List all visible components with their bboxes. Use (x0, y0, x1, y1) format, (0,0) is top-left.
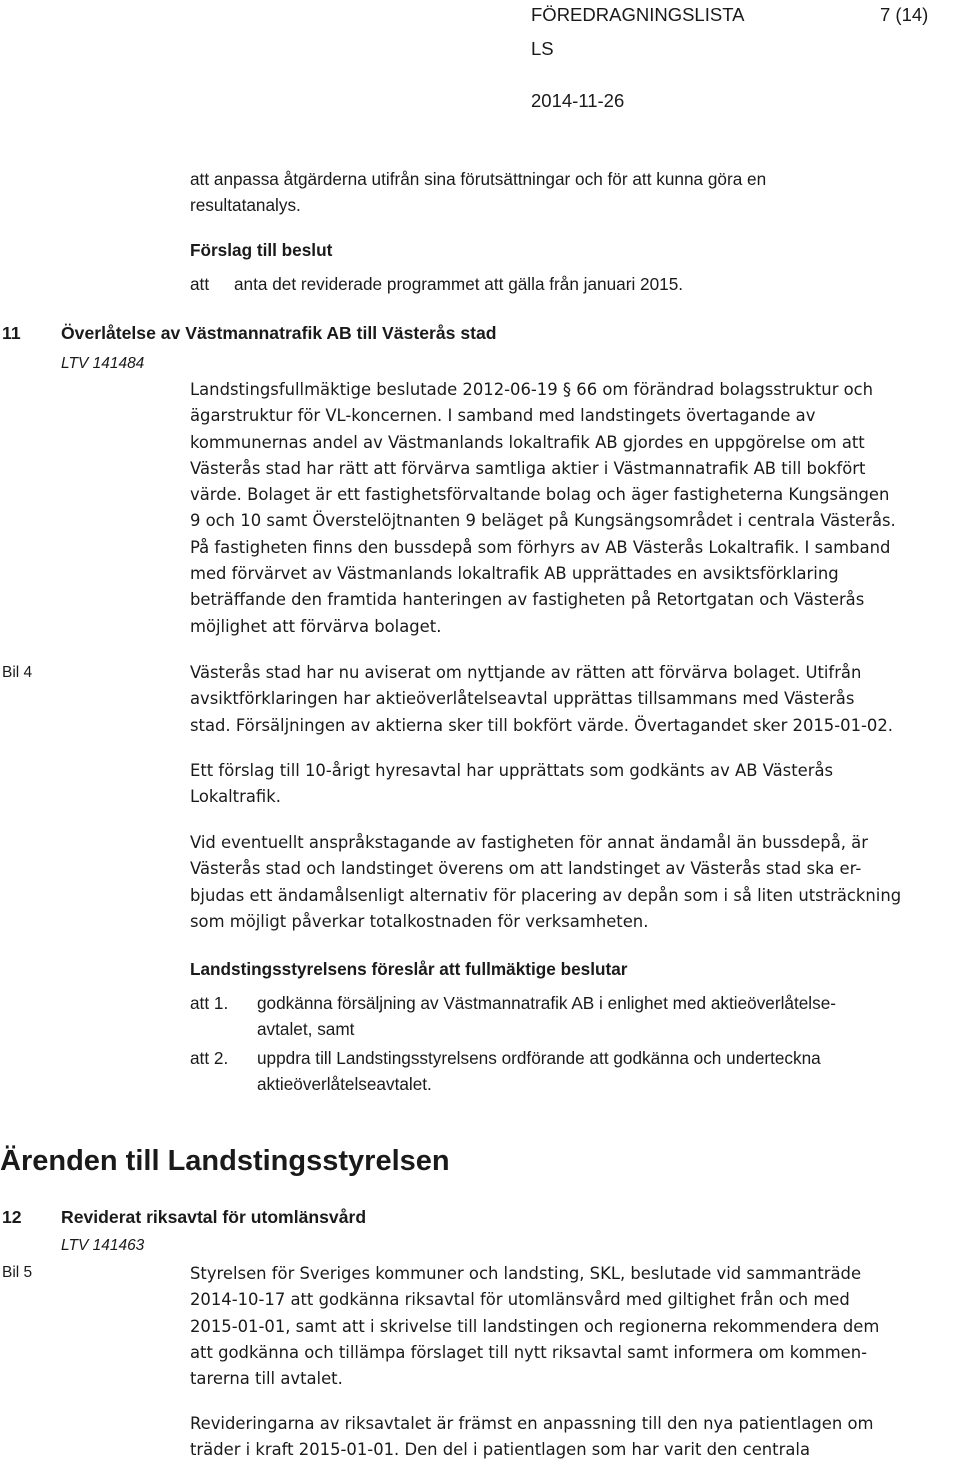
text-line: Landstingsfullmäktige beslutade 2012-06-19 § 66 om förändrad bolagsstruktur och (190, 380, 874, 399)
text-line: Västerås stad har nu aviserat om nyttjande av rätten att förvärva bolaget. Utifrån (190, 663, 862, 682)
document-type: FÖREDRAGNINGSLISTA (531, 4, 745, 25)
item-11-paragraph-2 (190, 660, 893, 739)
item-11-decision-heading: Landstingsstyrelsens föreslår att fullmäktige beslutar (190, 959, 628, 979)
text-line: Västerås stad och landstinget överens om att landstinget av Västerås stad ska er- (190, 859, 862, 879)
att-1-text (257, 990, 836, 1043)
proposal-heading: Förslag till beslut (190, 240, 333, 260)
text-line: Vid eventuellt anspråkstagande av fastigheten för annat ändamål än bussdepå, är (190, 833, 868, 852)
text-line: med förvärvet av Västmanlands lokaltrafik AB upprättades en avsiktsförklaring (190, 564, 839, 584)
text-line: ägarstruktur för VL-koncernen. I samband med landstingets övertagande av (190, 406, 816, 426)
text-line: 2015-01-01, samt att i skrivelse till landstingen och regionerna rekommendera dem (190, 1316, 880, 1336)
document-date: 2014-11-26 (531, 90, 625, 111)
proposal-text: anta det reviderade programmet att gälla från januari 2015. (234, 274, 684, 294)
organization-code: LS (531, 38, 554, 59)
text-line: resultatanalys. (190, 195, 301, 216)
intro-paragraph (190, 166, 766, 219)
text-line: godkänna försäljning av Västmannatrafik AB i enlighet med aktieöverlåtelse- (257, 993, 836, 1013)
item-11-paragraph-3 (190, 758, 833, 811)
item-12-paragraph-2 (190, 1411, 873, 1464)
text-line: beträffande den framtida hanteringen av fastigheten på Retortgatan och Västerås (190, 590, 865, 610)
text-line: som möjligt påverkar totalkostnaden för verksamheten. (190, 911, 649, 931)
text-line: bjudas ett ändamålsenligt alternativ för placering av depån som i så liten utsträckning (190, 885, 902, 905)
item-11-number: 11 (2, 323, 21, 343)
item-12-reference: LTV 141463 (61, 1237, 145, 1254)
att-2-label: att 2. (190, 1048, 229, 1068)
text-line: avtalet, samt (257, 1019, 355, 1040)
item-12-title: Reviderat riksavtal för utomlänsvård (61, 1207, 367, 1227)
text-line: uppdra till Landstingsstyrelsens ordförande att godkänna och underteckna (257, 1048, 821, 1068)
text-line: möjlighet att förvärva bolaget. (190, 616, 442, 636)
text-line: 9 och 10 samt Överstelöjtnanten 9 beläget på Kungsängsområdet i centrala Västerås. (190, 511, 896, 531)
item-11-paragraph-1 (190, 377, 896, 640)
text-line: Revideringarna av riksavtalet är främst en anpassning till den nya patientlagen om (190, 1414, 874, 1433)
item-12-paragraph-1 (190, 1261, 879, 1392)
text-line: tarerna till avtalet. (190, 1369, 343, 1389)
text-line: att godkänna och tillämpa förslaget till nytt riksavtal samt informera om kommen- (190, 1342, 868, 1362)
att-2-text (257, 1045, 821, 1098)
proposal-att-label: att (190, 274, 210, 294)
text-line: 2014-10-17 att godkänna riksavtal för utomlänsvård med giltighet från och med (190, 1290, 850, 1310)
att-1-label: att 1. (190, 993, 229, 1013)
page-number: 7 (14) (880, 4, 929, 25)
text-line: kommunernas andel av Västmanlands lokaltrafik AB gjordes en uppgörelse om att (190, 432, 865, 452)
item-12-number: 12 (2, 1207, 22, 1227)
text-line: avsiktförklaringen har aktieöverlåtelseavtal upprättas tillsammans med Västerås (190, 689, 855, 709)
item-11-paragraph-4 (190, 830, 901, 935)
section-heading: Ärenden till Landstingsstyrelsen (0, 1145, 450, 1177)
item-11-attachment: Bil 4 (2, 664, 33, 681)
text-line: att anpassa åtgärderna utifrån sina förutsättningar och för att kunna göra en (190, 169, 767, 189)
text-line: Västerås stad har rätt att förvärva samtliga aktier i Västmannatrafik AB till bokfört (190, 458, 866, 478)
item-11-reference: LTV 141484 (61, 355, 145, 372)
text-line: Lokaltrafik. (190, 787, 281, 807)
text-line: träder i kraft 2015-01-01. Den del i patientlagen som har varit den centrala (190, 1440, 810, 1460)
text-line: stad. Försäljningen av aktierna sker till bokfört värde. Övertagandet sker 2015-01-02. (190, 715, 893, 735)
text-line: aktieöverlåtelseavtalet. (257, 1074, 432, 1095)
item-11-title: Överlåtelse av Västmannatrafik AB till Västerås stad (61, 323, 497, 343)
text-line: värde. Bolaget är ett fastighetsförvaltande bolag och äger fastigheterna Kungsängen (190, 485, 890, 505)
text-line: Styrelsen för Sveriges kommuner och landsting, SKL, beslutade vid sammanträde (190, 1264, 862, 1283)
item-12-attachment: Bil 5 (2, 1264, 33, 1281)
text-line: På fastigheten finns den bussdepå som förhyrs av AB Västerås Lokaltrafik. I samband (190, 537, 891, 557)
text-line: Ett förslag till 10-årigt hyresavtal har upprättats som godkänts av AB Västerås (190, 761, 834, 780)
